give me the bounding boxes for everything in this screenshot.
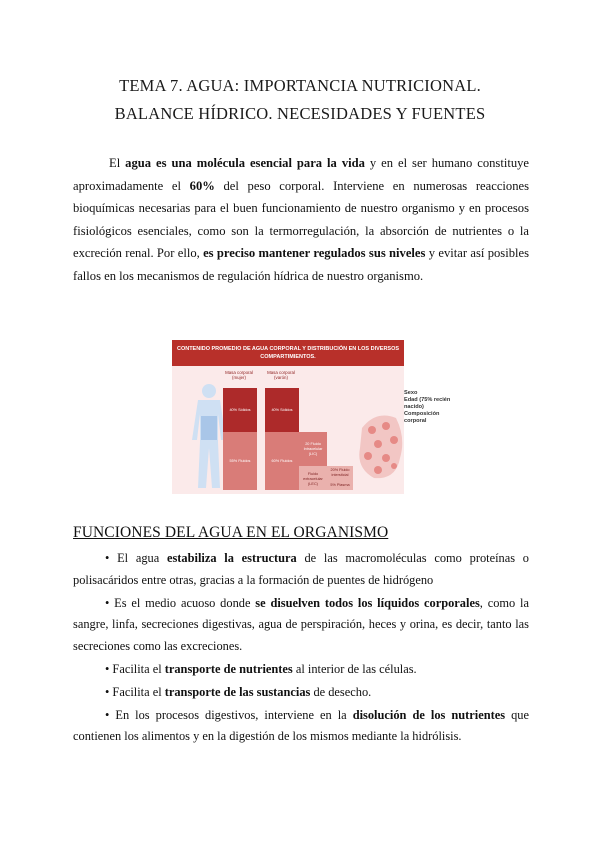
bullet-item: • El agua estabiliza la estructura de las macromoléculas como proteínas o polisacáridos entre otras, gracias a la formación de puentes de hidrógeno: [73, 551, 529, 587]
legend-edad: Edad (75% recién nacido): [404, 397, 451, 410]
bullet-item: • Facilita el transporte de nutrientes al interior de las células.: [105, 661, 417, 676]
legend-composicion: Composición corporal: [404, 411, 440, 424]
col3-intracellular: 20 Fluido Intracelular (LIC): [299, 432, 327, 466]
body-water-figure: [168, 338, 458, 496]
col2-fluids: 60% Fluidos: [265, 432, 299, 490]
intro-paragraph: El agua es una molécula esencial para la vida y en el ser humano constituye aproximadamente el 60% del peso corporal. Interviene en numerosas reacciones bioquímicas necesarias para el buen funcionamiento de nuestro organismo y en procesos fisiológicos esenciales, como son la termorregulación, la absorción de nutrientes o la excreción renal. Por ello, es preciso mantener regulados sus niveles y evitar así posibles fallos en los mecanismos de regulación hídrica de nuestro organismo.: [73, 156, 530, 283]
figure-body: [172, 366, 404, 494]
bullet-item: • Es el medio acuoso donde se disuelven todos los líquidos corporales, como la sangre, linfa, secreciones digestivas, agua de perspiración, heces y orina, es decir, tanto las secreciones como las excreciones.: [73, 595, 530, 654]
figure-title: CONTENIDO PROMEDIO DE AGUA CORPORAL Y DISTRIBUCIÓN EN LOS DIVERSOS COMPARTIMIENTOS.: [172, 340, 404, 366]
legend-sexo: Sexo: [404, 390, 418, 396]
title-line-1: TEMA 7. AGUA: IMPORTANCIA NUTRICIONAL.: [119, 76, 481, 95]
cells-icon: [356, 408, 404, 486]
intro-bold-2: 60%: [189, 178, 215, 193]
col1-solids: 40% Sólidos: [223, 388, 257, 432]
bullet-item: • En los procesos digestivos, interviene en la disolución de los nutrientes que contienen los alimentos y en la digestión de los mismos mediante la hidrólisis.: [73, 707, 529, 744]
section-heading: FUNCIONES DEL AGUA EN EL ORGANISMO: [73, 524, 389, 541]
title-line-2: BALANCE HÍDRICO. NECESIDADES Y FUENTES: [114, 104, 486, 123]
col4-plasma: 5% Plasma: [327, 480, 353, 490]
col4-interstitial: 20% Fluido intersticial: [327, 466, 353, 480]
bullet-list: [73, 548, 529, 749]
col3-extracellular: Fluido extracelular (LEC): [299, 466, 327, 490]
intro-bold-3: es preciso mantener regulados sus niveles: [203, 246, 426, 261]
intro-bold-1: agua es una molécula esencial para la vida: [125, 156, 365, 170]
col1-head: Masa corporal (mujer): [225, 370, 253, 380]
col1-fluids: 55% Fluidos: [223, 432, 257, 490]
col2-head: Masa corporal (varón): [267, 370, 295, 380]
col2-solids: 40% Sólidos: [265, 388, 299, 432]
figure-legend: [404, 390, 458, 425]
bullet-item: • Facilita el transporte de las sustancias de desecho.: [105, 684, 372, 699]
